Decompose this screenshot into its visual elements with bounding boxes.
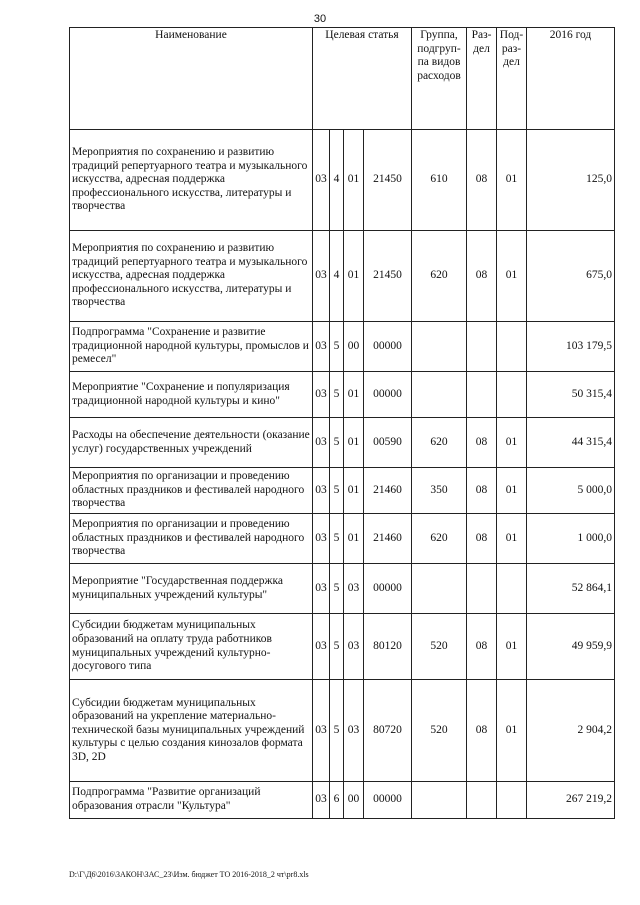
header-target: Целевая статья [313, 28, 412, 130]
subsection-code: 01 [497, 514, 527, 564]
subsection-code [497, 322, 527, 372]
target-program-code: 03 [313, 231, 330, 322]
target-measure-code: 00 [344, 782, 364, 819]
target-subprogram-code: 5 [330, 564, 344, 614]
target-direction-code: 00000 [364, 782, 412, 819]
target-direction-code: 00000 [364, 564, 412, 614]
target-measure-code: 03 [344, 564, 364, 614]
target-direction-code: 21460 [364, 468, 412, 514]
target-subprogram-code: 4 [330, 130, 344, 231]
amount-2016: 50 315,4 [527, 372, 615, 418]
table-row [70, 231, 615, 322]
amount-2016: 5 000,0 [527, 468, 615, 514]
amount-2016: 44 315,4 [527, 418, 615, 468]
expense-group: 520 [412, 614, 467, 680]
target-subprogram-code: 5 [330, 514, 344, 564]
table-row [70, 514, 615, 564]
target-program-code: 03 [313, 322, 330, 372]
row-name: Подпрограмма "Развитие организаций образования отрасли "Культура" [70, 782, 313, 819]
section-code [467, 564, 497, 614]
target-program-code: 03 [313, 468, 330, 514]
target-direction-code: 21450 [364, 231, 412, 322]
target-program-code: 03 [313, 680, 330, 782]
target-direction-code: 00590 [364, 418, 412, 468]
target-direction-code: 21460 [364, 514, 412, 564]
table-row [70, 372, 615, 418]
target-subprogram-code: 6 [330, 782, 344, 819]
target-subprogram-code: 4 [330, 231, 344, 322]
row-name: Мероприятие "Государственная поддержка муниципальных учреждений культуры" [70, 564, 313, 614]
target-direction-code: 00000 [364, 372, 412, 418]
target-direction-code: 00000 [364, 322, 412, 372]
section-code: 08 [467, 614, 497, 680]
row-name: Расходы на обеспечение деятельности (оказание услуг) государственных учреждений [70, 418, 313, 468]
page-number: 30 [313, 13, 327, 25]
amount-2016: 1 000,0 [527, 514, 615, 564]
table-row [70, 614, 615, 680]
target-measure-code: 00 [344, 322, 364, 372]
target-subprogram-code: 5 [330, 614, 344, 680]
table-row [70, 564, 615, 614]
subsection-code: 01 [497, 418, 527, 468]
row-name: Мероприятия по организации и проведению областных праздников и фестивалей народного творчества [70, 468, 313, 514]
amount-2016: 2 904,2 [527, 680, 615, 782]
target-measure-code: 01 [344, 130, 364, 231]
budget-table [69, 27, 615, 819]
target-measure-code: 01 [344, 372, 364, 418]
amount-2016: 52 864,1 [527, 564, 615, 614]
expense-group [412, 322, 467, 372]
expense-group: 620 [412, 418, 467, 468]
row-name: Мероприятия по сохранению и развитию традиций репертуарного театра и музыкального искусства, адресная поддержка профессионального искусства, литературы и творчества [70, 130, 313, 231]
amount-2016: 675,0 [527, 231, 615, 322]
section-code: 08 [467, 514, 497, 564]
expense-group: 350 [412, 468, 467, 514]
target-program-code: 03 [313, 372, 330, 418]
table-row [70, 782, 615, 819]
subsection-code: 01 [497, 468, 527, 514]
table-row [70, 322, 615, 372]
target-measure-code: 03 [344, 614, 364, 680]
target-measure-code: 03 [344, 680, 364, 782]
target-measure-code: 01 [344, 514, 364, 564]
expense-group [412, 564, 467, 614]
target-measure-code: 01 [344, 418, 364, 468]
section-code: 08 [467, 418, 497, 468]
target-subprogram-code: 5 [330, 468, 344, 514]
amount-2016: 267 219,2 [527, 782, 615, 819]
subsection-code: 01 [497, 680, 527, 782]
file-path-footer: D:\Г\Д6\2016\ЗАКОН\ЗАС_23\Изм. бюджет ТО 2016-2018_2 чт\pr8.xls [69, 870, 309, 879]
header-subsection: Под-раз-дел [497, 28, 527, 130]
table-row [70, 468, 615, 514]
target-program-code: 03 [313, 782, 330, 819]
section-code: 08 [467, 231, 497, 322]
header-name: Наименование [70, 28, 313, 130]
expense-group: 610 [412, 130, 467, 231]
target-direction-code: 80120 [364, 614, 412, 680]
row-name: Субсидии бюджетам муниципальных образований на оплату труда работников муниципальных учреждений культурно-досугового типа [70, 614, 313, 680]
section-code [467, 782, 497, 819]
subsection-code [497, 564, 527, 614]
row-name: Мероприятие "Сохранение и популяризация традиционной народной культуры и кино" [70, 372, 313, 418]
row-name: Мероприятия по организации и проведению областных праздников и фестивалей народного творчества [70, 514, 313, 564]
amount-2016: 125,0 [527, 130, 615, 231]
table-row [70, 130, 615, 231]
header-year: 2016 год [527, 28, 615, 130]
target-program-code: 03 [313, 418, 330, 468]
expense-group: 520 [412, 680, 467, 782]
target-program-code: 03 [313, 614, 330, 680]
target-program-code: 03 [313, 514, 330, 564]
subsection-code: 01 [497, 614, 527, 680]
subsection-code [497, 782, 527, 819]
target-direction-code: 80720 [364, 680, 412, 782]
subsection-code: 01 [497, 231, 527, 322]
header-row [70, 28, 615, 130]
target-measure-code: 01 [344, 468, 364, 514]
target-subprogram-code: 5 [330, 372, 344, 418]
row-name: Мероприятия по сохранению и развитию традиций репертуарного театра и музыкального искусства, адресная поддержка профессионального искусства, литературы и творчества [70, 231, 313, 322]
expense-group [412, 372, 467, 418]
amount-2016: 103 179,5 [527, 322, 615, 372]
expense-group: 620 [412, 514, 467, 564]
header-group: Группа, подгруп-па видов расходов [412, 28, 467, 130]
section-code [467, 322, 497, 372]
header-section: Раз-дел [467, 28, 497, 130]
section-code: 08 [467, 130, 497, 231]
target-program-code: 03 [313, 130, 330, 231]
row-name: Субсидии бюджетам муниципальных образований на укрепление материально-технической базы муниципальных учреждений культуры с целью создания кинозалов формата 3D, 2D [70, 680, 313, 782]
subsection-code: 01 [497, 130, 527, 231]
expense-group: 620 [412, 231, 467, 322]
section-code: 08 [467, 468, 497, 514]
subsection-code [497, 372, 527, 418]
section-code [467, 372, 497, 418]
table-row [70, 418, 615, 468]
target-measure-code: 01 [344, 231, 364, 322]
target-program-code: 03 [313, 564, 330, 614]
target-subprogram-code: 5 [330, 418, 344, 468]
amount-2016: 49 959,9 [527, 614, 615, 680]
row-name: Подпрограмма "Сохранение и развитие традиционной народной культуры, промыслов и ремесел" [70, 322, 313, 372]
table-row [70, 680, 615, 782]
section-code: 08 [467, 680, 497, 782]
target-subprogram-code: 5 [330, 680, 344, 782]
target-direction-code: 21450 [364, 130, 412, 231]
expense-group [412, 782, 467, 819]
target-subprogram-code: 5 [330, 322, 344, 372]
